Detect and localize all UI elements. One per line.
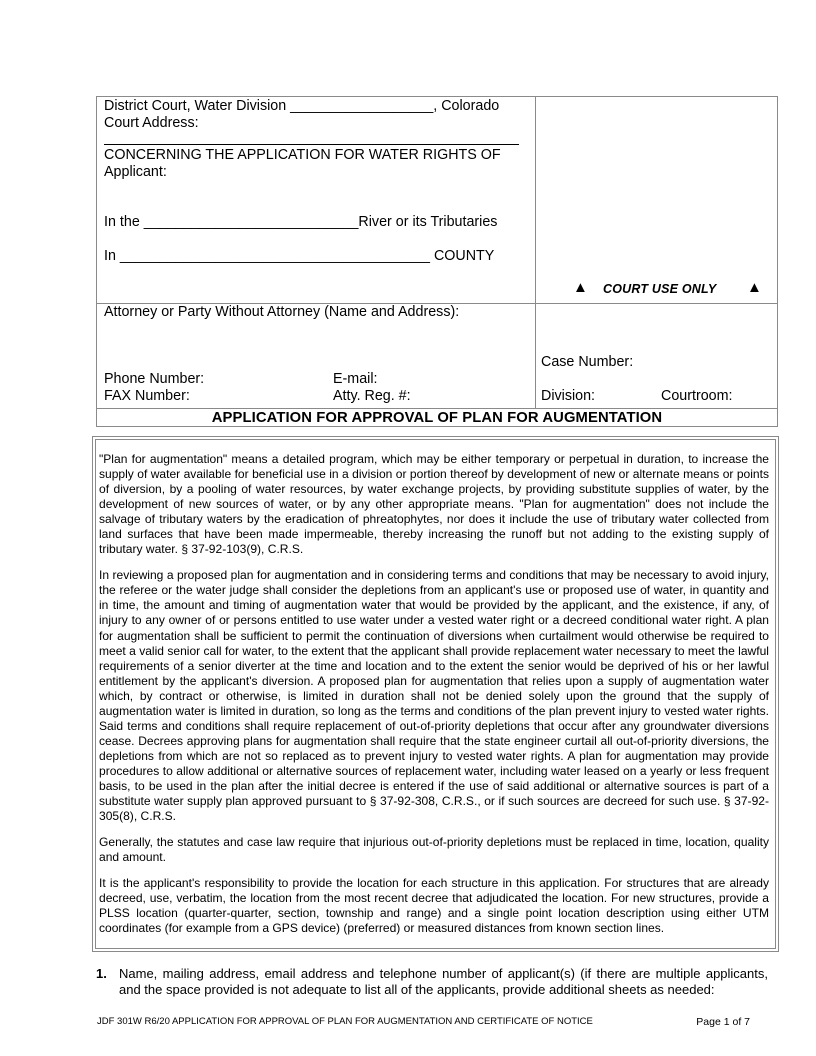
caption-rule — [104, 144, 519, 145]
page-number: Page 1 of 7 — [696, 1016, 750, 1028]
document-title: APPLICATION FOR APPROVAL OF PLAN FOR AUGMENTATION — [211, 410, 663, 426]
up-arrow-icon: ▲ — [747, 279, 762, 296]
up-arrow-icon: ▲ — [573, 279, 588, 296]
court-use-only — [543, 279, 773, 299]
attorney-label: Attorney or Party Without Attorney (Name and Address): — [104, 304, 460, 320]
form-id: JDF 301W R6/20 APPLICATION FOR APPROVAL OF PLAN FOR AUGMENTATION AND CERTIFICATE OF NOTICE — [97, 1016, 593, 1027]
page-footer — [97, 1016, 750, 1030]
fax-label: FAX Number: — [104, 388, 190, 404]
atty-reg-label: Atty. Reg. #: — [333, 388, 411, 404]
review-paragraph: In reviewing a proposed plan for augmentation and in considering terms and conditions that may be necessary to avoid injury, the referee or the water judge shall consider the depletions from an applicant's use or proposed use of water, in quantity and in time, the amount and timing of augmentation water that would be provided by the applicant, and the existence, if any, of injury to any owner of or persons entitled to use water under a vested water right or a decreed conditional water right. A plan for augmentation shall be sufficient to permit the continuation of diversions when curtailment would otherwise be required to meet a valid senior call for water, to the extent that the applicant shall provide replacement water necessary to meet the lawful requirements of a senior diverter at the time and location and to the extent the senior would be deprived of his or her lawful entitlement by the applicant's diversion. A proposed plan for augmentation that relies upon a supply of augmentation water which, by contract or otherwise, is limited in duration shall not be denied solely upon the ground that the supply of augmentation water is limited in duration, so long as the terms and conditions of the plan prevent injury to vested water rights. Said terms and conditions shall require replacement of out-of-priority depletions that occur after any groundwater diversions cease. Decrees approving plans for augmentation shall require that the state engineer curtail all out-of-priority diversions, the depletions from which are not so replaced as to prevent injury to vested water rights. A plan for augmentation may provide procedures to allow additional or alternative sources of replacement water, including water leased on a yearly or less frequent basis, to be used in the plan after the initial decree is entered if the use of said additional or alternative sources is part of a substitute water supply plan approved pursuant to § 37-92-308, C.R.S., or if such sources are decreed for such use. § 37-92-305(8), C.R.S. — [99, 568, 769, 824]
email-label: E-mail: — [333, 371, 378, 387]
applicant-label: Applicant: — [104, 164, 167, 180]
question-1 — [96, 966, 768, 998]
division-label: Division: — [541, 388, 596, 404]
case-number-label: Case Number: — [541, 354, 634, 370]
caption-table — [96, 96, 778, 427]
definition-paragraph: "Plan for augmentation" means a detailed program, which may be either temporary or perpetual in duration, to increase the supply of water available for beneficial use in a division or portion thereof by development of new or alternate means or points of diversion, by a pooling of water resources, by water exchange projects, by providing substitute supplies of water, by the development of new sources of water, or by any other appropriate means. "Plan for augmentation" does not include the salvage of tributary waters by the eradication of phreatophytes, nor does it include the use of tributary water collected from land surfaces that have been made impermeable, thereby increasing the runoff but not adding to the existing supply of tributary water. § 37-92-103(9), C.R.S. — [99, 452, 769, 557]
question-text: Name, mailing address, email address and telephone number of applicant(s) (if there are multiple applicants, and the space provided is not adequate to list all of the applicants, provide additional sheets as needed: — [119, 966, 768, 997]
river-line: In the ___________________________River or its Tributaries — [104, 214, 498, 230]
phone-label: Phone Number: — [104, 371, 205, 387]
info-box — [92, 436, 779, 952]
statutes-paragraph: Generally, the statutes and case law require that injurious out-of-priority depletions must be replaced in time, location, quality and amount. — [99, 835, 769, 865]
caption-divider-vertical — [535, 97, 536, 409]
court-address-label: Court Address: — [104, 115, 199, 131]
court-division-line: District Court, Water Division __________________, Colorado — [104, 98, 500, 114]
location-paragraph: It is the applicant's responsibility to provide the location for each structure in this application. For structures that are already decreed, use, verbatim, the location from the most recent decree that adjudicated the location. For new structures, provide a PLSS location (quarter-quarter, section, township and range) and a single point location description using either UTM coordinates (for example from a GPS device) (preferred) or measured distances from known section lines. — [99, 876, 769, 936]
question-number: 1. — [96, 966, 107, 981]
courtroom-label: Courtroom: — [661, 388, 733, 404]
court-use-only-label: COURT USE ONLY — [603, 282, 717, 296]
concerning-line: CONCERNING THE APPLICATION FOR WATER RIGHTS OF — [104, 147, 501, 163]
county-line: In _______________________________________ COUNTY — [104, 248, 495, 264]
